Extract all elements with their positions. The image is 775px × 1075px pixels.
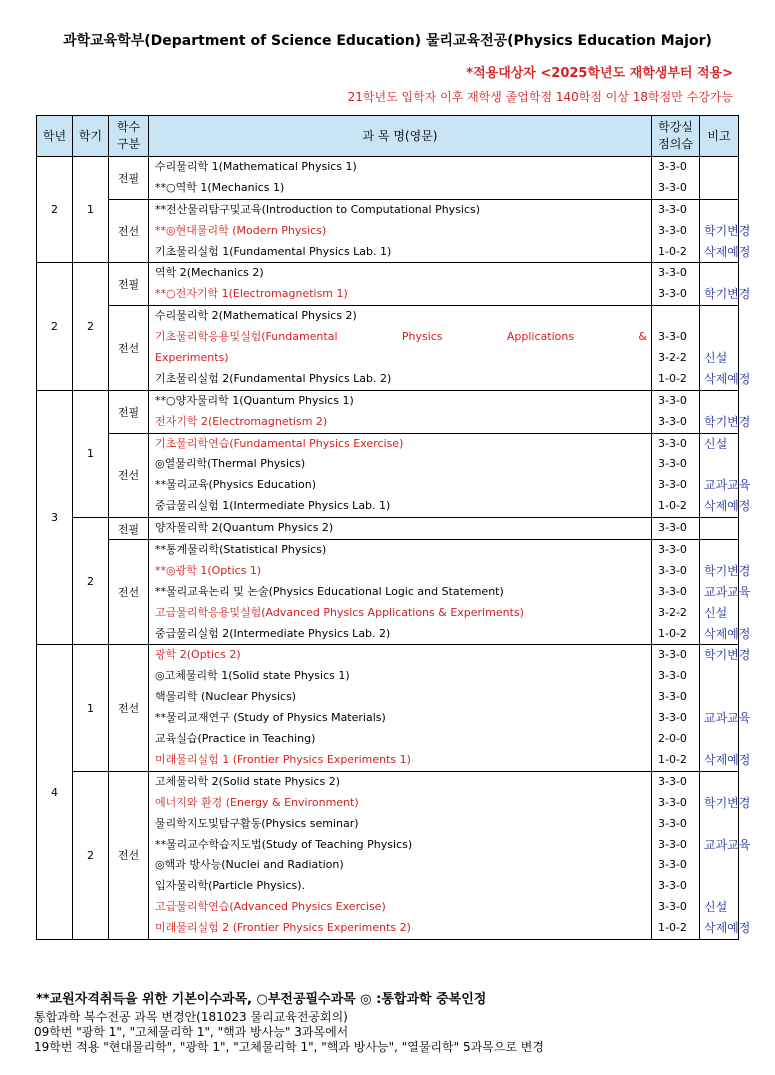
category-cell: 전필 (109, 390, 149, 433)
credit-value: 3-3-0 (658, 393, 687, 407)
note-value (700, 454, 738, 475)
credit-value: 3-3-0 (658, 223, 687, 237)
semester-cell: 1 (73, 645, 109, 771)
credit-value: 3-3-0 (658, 584, 687, 598)
course-word: Physics (401, 330, 443, 344)
credit-value: 3-3-0 (658, 436, 687, 450)
note-value: 삭제예정 (704, 499, 751, 514)
header-credit-line2: 점의습 (658, 137, 693, 151)
category-cell: 전선 (109, 433, 149, 518)
note-cell (700, 645, 751, 771)
course-name: 미래물리실험 2 (Frontier Physics Experiments 2) (155, 921, 411, 935)
credit-cell (652, 771, 700, 939)
table-row (37, 306, 739, 391)
header-semester: 학기 (73, 116, 109, 157)
course-name: **○전자기학 1(Electromagnetism 1) (155, 287, 348, 301)
note-value (700, 687, 738, 708)
note-value (700, 729, 738, 750)
course-name: ◎고체물리학 1(Solid state Physics 1) (155, 669, 350, 683)
credit-value: 3-3-0 (658, 669, 687, 683)
note-value (700, 157, 738, 178)
course-name: 중급물리실험 1(Intermediate Physics Lab. 1) (155, 499, 391, 513)
credit-value: 3-3-0 (658, 858, 687, 872)
course-cell (149, 157, 652, 200)
course-name: **◎현대물리학 (Modern Physics) (155, 223, 327, 237)
table-row (37, 518, 739, 540)
credit-value: 3-3-0 (658, 795, 687, 809)
course-name: 전자기학 2(Electromagnetism 2) (155, 414, 328, 428)
course-name: 기초물리실험 2(Fundamental Physics Lab. 2) (155, 371, 392, 385)
note-value (700, 772, 738, 793)
note-value: 학기변경 (704, 795, 751, 810)
course-name: 기초물리학연습(Fundamental Physics Exercise) (155, 436, 404, 450)
note-value (700, 263, 738, 284)
course-name: 중급물리실험 2(Intermediate Physics Lab. 2) (155, 626, 391, 640)
note-value (700, 306, 738, 327)
course-name: 고체물리학 2(Solid state Physics 2) (155, 774, 341, 788)
credit-cell (652, 645, 700, 771)
credit-cell (652, 199, 700, 263)
credit-value: 1-0-2 (658, 752, 687, 766)
category-cell: 전선 (109, 645, 149, 771)
note-value: 학기변경 (704, 414, 751, 429)
course-cell (149, 306, 652, 391)
note-value: 삭제예정 (704, 626, 751, 641)
credit-value: 3-3-0 (658, 180, 687, 194)
credit-value: 3-3-0 (658, 774, 687, 788)
credit-value: 3-3-0 (658, 287, 687, 301)
header-category (109, 116, 149, 157)
course-cell (149, 263, 652, 306)
credit-cell (652, 390, 700, 433)
course-name: ◎핵과 방사능(Nuclei and Radiation) (155, 858, 344, 872)
course-word: & (638, 330, 647, 344)
note-value: 삭제예정 (704, 371, 751, 386)
footnotes (34, 1010, 544, 1055)
course-name: 기초물리실험 1(Fundamental Physics Lab. 1) (155, 244, 392, 258)
semester-cell: 2 (73, 518, 109, 645)
credit-value: 3-3-0 (658, 900, 687, 914)
note-value (700, 178, 738, 199)
credit-value: 1-0-2 (658, 626, 687, 640)
note-cell (700, 263, 751, 306)
table-row (37, 390, 739, 433)
note-cell (700, 157, 739, 200)
course-name: **전산물리탐구및교육(Introduction to Computational Physics) (155, 202, 481, 216)
course-name: **물리교재연구 (Study of Physics Materials) (155, 711, 386, 725)
table-row (37, 645, 739, 771)
semester-cell: 1 (73, 390, 109, 517)
note-value (700, 518, 738, 539)
credit-value: 3-3-0 (658, 414, 687, 428)
note-value: 신설 (704, 436, 728, 451)
header-course: 과 목 명(영문) (149, 116, 652, 157)
credit-value: 1-0-2 (658, 371, 687, 385)
semester-cell: 1 (73, 157, 109, 263)
table-header-row (37, 116, 739, 157)
year-cell: 2 (37, 157, 73, 263)
category-cell: 전필 (109, 157, 149, 200)
course-name: **물리교육(Physics Education) (155, 478, 317, 492)
credit-value: 3-3-0 (658, 563, 687, 577)
course-name: 물리학지도및탐구활동(Physics seminar) (155, 816, 359, 830)
table-row (37, 263, 739, 306)
course-cell (149, 518, 652, 540)
credit-value: 3-3-0 (658, 330, 687, 344)
footnote-line: 09학번 "광학 1", "고체물리학 1", "핵과 방사능" 3과목에서 (34, 1025, 349, 1039)
course-name: 광학 2(Optics 2) (155, 648, 241, 662)
header-credit-line1: 학강실 (658, 120, 693, 134)
course-word: Applications (506, 330, 575, 344)
credit-value: 3-3-0 (658, 879, 687, 893)
table-row (37, 157, 739, 200)
table-row (37, 771, 739, 939)
credit-value: 3-3-0 (658, 690, 687, 704)
note-value: 삭제예정 (704, 752, 751, 767)
note-value (700, 666, 738, 687)
note-value: 신설 (704, 605, 728, 620)
symbol-legend: **교원자격취득을 위한 기본이수과목, ○부전공필수과목 ◎ :통합과학 중복인정 (36, 992, 487, 1007)
course-word: 기초물리학응용및실험(Fundamental (155, 330, 338, 344)
credit-value: 1-0-2 (658, 244, 687, 258)
course-name: 양자물리학 2(Quantum Physics 2) (155, 521, 334, 535)
credit-value: 3-3-0 (658, 457, 687, 471)
course-name: **○역학 1(Mechanics 1) (155, 180, 285, 194)
note-value: 신설 (704, 351, 728, 366)
category-cell: 전선 (109, 199, 149, 263)
semester-cell: 2 (73, 263, 109, 390)
curriculum-table (36, 115, 751, 940)
note-value: 신설 (704, 900, 728, 915)
note-value: 학기변경 (704, 563, 751, 578)
header-category-line2: 구분 (116, 137, 141, 151)
note-cell (700, 518, 739, 540)
credit-value (652, 306, 699, 327)
table-row (37, 199, 739, 263)
course-cell (149, 540, 652, 645)
course-cell (149, 771, 652, 939)
note-cell (700, 771, 751, 939)
credit-value: 3-2-2 (658, 605, 687, 619)
credit-value: 1-0-2 (658, 921, 687, 935)
course-cell (149, 199, 652, 263)
note-value (700, 876, 738, 897)
credit-cell (652, 540, 700, 645)
course-name-justified (149, 327, 651, 348)
category-cell: 전선 (109, 771, 149, 939)
applicability-note: *적용대상자 <2025학년도 재학생부터 적용> (466, 66, 733, 81)
course-name-continued: Experiments) (155, 351, 229, 365)
note-value: 교과교육 (704, 478, 751, 493)
credit-value: 3-3-0 (658, 816, 687, 830)
note-value (700, 855, 738, 876)
course-name: 수리물리학 2(Mathematical Physics 2) (155, 309, 357, 323)
note-value: 학기변경 (704, 648, 751, 663)
course-name: **물리교수학습지도법(Study of Teaching Physics) (155, 837, 413, 851)
course-cell (149, 645, 652, 771)
note-cell (700, 199, 751, 263)
note-value: 학기변경 (704, 223, 751, 238)
note-value (700, 200, 738, 221)
category-cell: 전필 (109, 263, 149, 306)
header-note: 비고 (700, 116, 739, 157)
course-name: 입자물리학(Particle Physics). (155, 879, 306, 893)
footnote-line: 통합과학 복수전공 과목 변경안(181023 물리교육전공회의) (34, 1010, 348, 1024)
note-cell (700, 390, 751, 433)
header-category-line1: 학수 (116, 120, 141, 134)
course-name: **○양자물리학 1(Quantum Physics 1) (155, 393, 354, 407)
note-value (700, 540, 738, 561)
note-value: 삭제예정 (704, 921, 751, 936)
note-value (700, 391, 738, 412)
year-cell: 2 (37, 263, 73, 390)
credit-cell (652, 518, 700, 540)
credit-value: 3-3-0 (658, 266, 687, 280)
course-name: **◎광학 1(Optics 1) (155, 563, 262, 577)
course-cell (149, 433, 652, 518)
credit-value: 3-3-0 (658, 521, 687, 535)
credit-value: 3-3-0 (658, 478, 687, 492)
note-value: 교과교육 (704, 711, 751, 726)
credit-value: 2-0-0 (658, 732, 687, 746)
note-cell (700, 433, 751, 518)
course-name: **통계물리학(Statistical Physics) (155, 543, 327, 557)
course-name: 고급물리학응용및실험(Advanced Physics Applications & Experiments) (155, 605, 524, 619)
year-cell: 3 (37, 390, 73, 645)
credit-value: 1-0-2 (658, 499, 687, 513)
credit-cell (652, 157, 700, 200)
credit-cell (652, 433, 700, 518)
credit-cell (652, 306, 700, 391)
course-name: 수리물리학 1(Mathematical Physics 1) (155, 160, 357, 173)
credit-value: 3-3-0 (658, 648, 687, 662)
credit-value: 3-3-0 (658, 543, 687, 557)
credit-cell (652, 263, 700, 306)
course-name: **물리교육논리 및 논술(Physics Educational Logic and Statement) (155, 584, 504, 598)
category-cell: 전선 (109, 540, 149, 645)
credit-value: 3-3-0 (658, 837, 687, 851)
note-value: 교과교육 (704, 584, 751, 599)
note-cell (700, 306, 751, 391)
semester-cell: 2 (73, 771, 109, 939)
course-name: 고급물리학연습(Advanced Physics Exercise) (155, 900, 386, 914)
note-value: 학기변경 (704, 287, 751, 302)
note-cell (700, 540, 751, 645)
category-cell: 전선 (109, 306, 149, 391)
course-name: ◎열물리학(Thermal Physics) (155, 457, 306, 471)
note-value: 교과교육 (704, 837, 751, 852)
note-value (700, 327, 738, 348)
course-name: 역학 2(Mechanics 2) (155, 266, 264, 280)
course-name: 미래물리실험 1 (Frontier Physics Experiments 1) (155, 752, 411, 766)
table-row (37, 433, 739, 518)
footnote-line: 19학번 적용 "현대물리학", "광학 1", "고체물리학 1", "핵과 방사능", "열물리학" 5과목으로 변경 (34, 1040, 544, 1054)
header-credit (652, 116, 700, 157)
category-cell: 전필 (109, 518, 149, 540)
credit-requirement-note: 21학년도 입학자 이후 재학생 졸업학점 140학점 이상 18학점만 수강가능 (347, 90, 733, 104)
credit-value: 3-3-0 (658, 202, 687, 216)
page-title: 과학교육학부(Department of Science Education) 물리교육전공(Physics Education Major) (63, 33, 712, 49)
course-name: 교육실습(Practice in Teaching) (155, 732, 316, 746)
credit-value: 3-3-0 (658, 160, 687, 173)
course-name: 에너지와 환경 (Energy & Environment) (155, 795, 359, 809)
course-cell (149, 390, 652, 433)
table-row (37, 540, 739, 645)
note-value (700, 814, 738, 835)
credit-value: 3-3-0 (658, 711, 687, 725)
course-name: 핵물리학 (Nuclear Physics) (155, 690, 297, 704)
credit-value: 3-2-2 (658, 351, 687, 365)
note-value: 삭제예정 (704, 244, 751, 259)
year-cell: 4 (37, 645, 73, 939)
header-year: 학년 (37, 116, 73, 157)
